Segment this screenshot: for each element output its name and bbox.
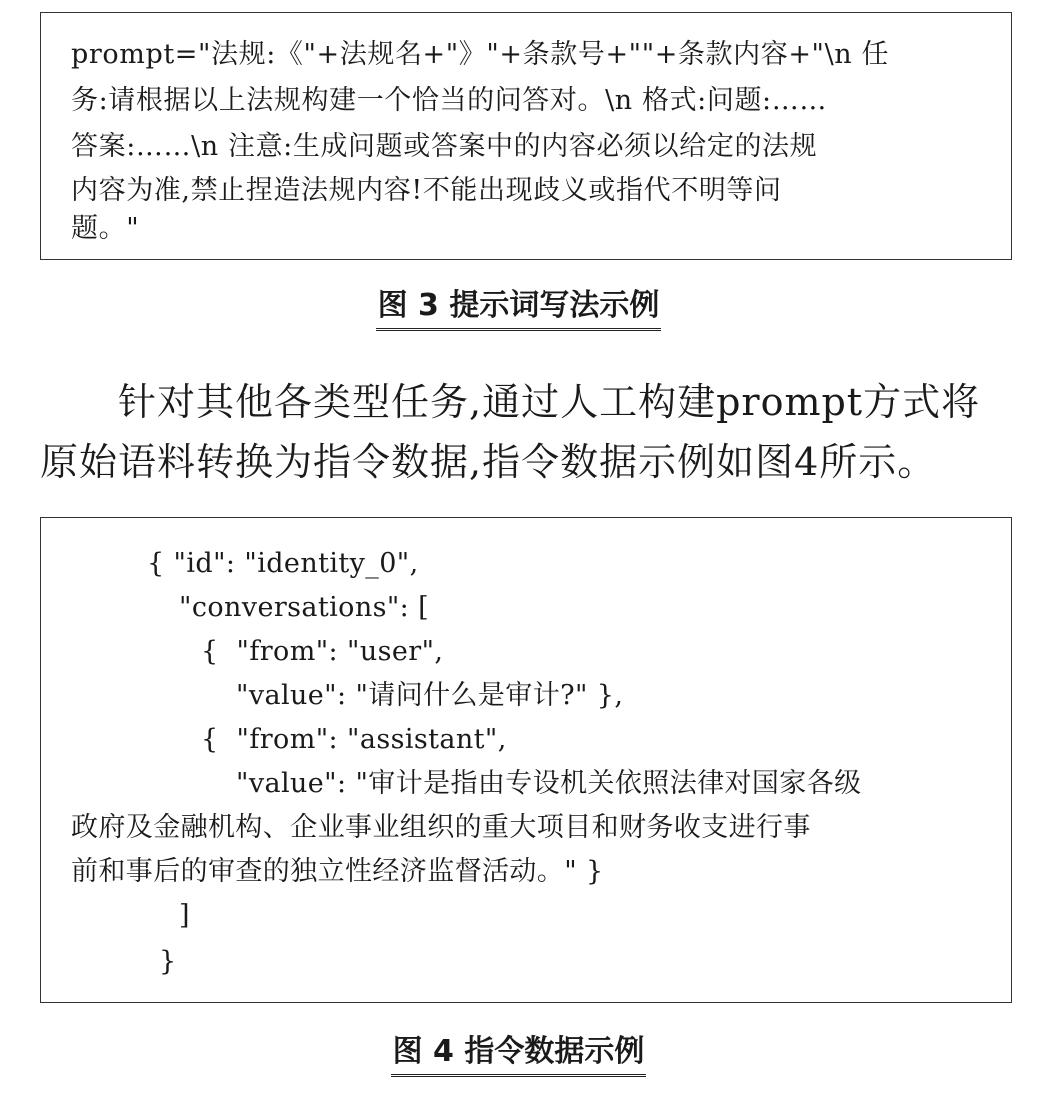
prompt-line: 内容为准,禁止捏造法规内容!不能出现歧义或指代不明等问 (71, 175, 782, 206)
figure-4-caption (0, 1032, 1037, 1077)
prompt-line: 答案:……\n 注意:生成问题或答案中的内容必须以给定的法规 (71, 131, 818, 162)
figure-3-caption-text: 图 3 提示词写法示例 (376, 286, 662, 331)
prompt-line: prompt="法规:《"+法规名+"》"+条款号+""+条款内容+"\n 任 (71, 39, 890, 70)
json-line: } (159, 946, 177, 977)
json-line: { "from": "assistant", (201, 724, 507, 755)
json-line: 政府及金融机构、企业事业组织的重大项目和财务收支进行事 (71, 812, 811, 843)
prompt-line: 题。" (71, 213, 140, 244)
json-line: 前和事后的审查的独立性经济监督活动。" } (71, 856, 604, 887)
json-line: { "from": "user", (201, 636, 444, 667)
json-line: { "id": "identity_0", (147, 548, 419, 579)
prompt-example-box (40, 12, 1012, 260)
instruction-data-example-box (40, 517, 1012, 1003)
figure-4-caption-text: 图 4 指令数据示例 (391, 1032, 647, 1077)
json-line: ] (179, 900, 190, 931)
json-line: "value": "请问什么是审计?" }, (236, 680, 624, 711)
json-line: "conversations": [ (179, 592, 430, 623)
prompt-line: 务:请根据以上法规构建一个恰当的问答对。\n 格式:问题:…… (71, 85, 827, 116)
body-paragraph-line: 原始语料转换为指令数据,指令数据示例如图4所示。 (40, 440, 937, 484)
body-paragraph-line: 针对其他各类型任务,通过人工构建prompt方式将 (118, 380, 981, 424)
figure-3-caption (0, 286, 1037, 331)
json-line: "value": "审计是指由专设机关依照法律对国家各级 (236, 768, 862, 799)
